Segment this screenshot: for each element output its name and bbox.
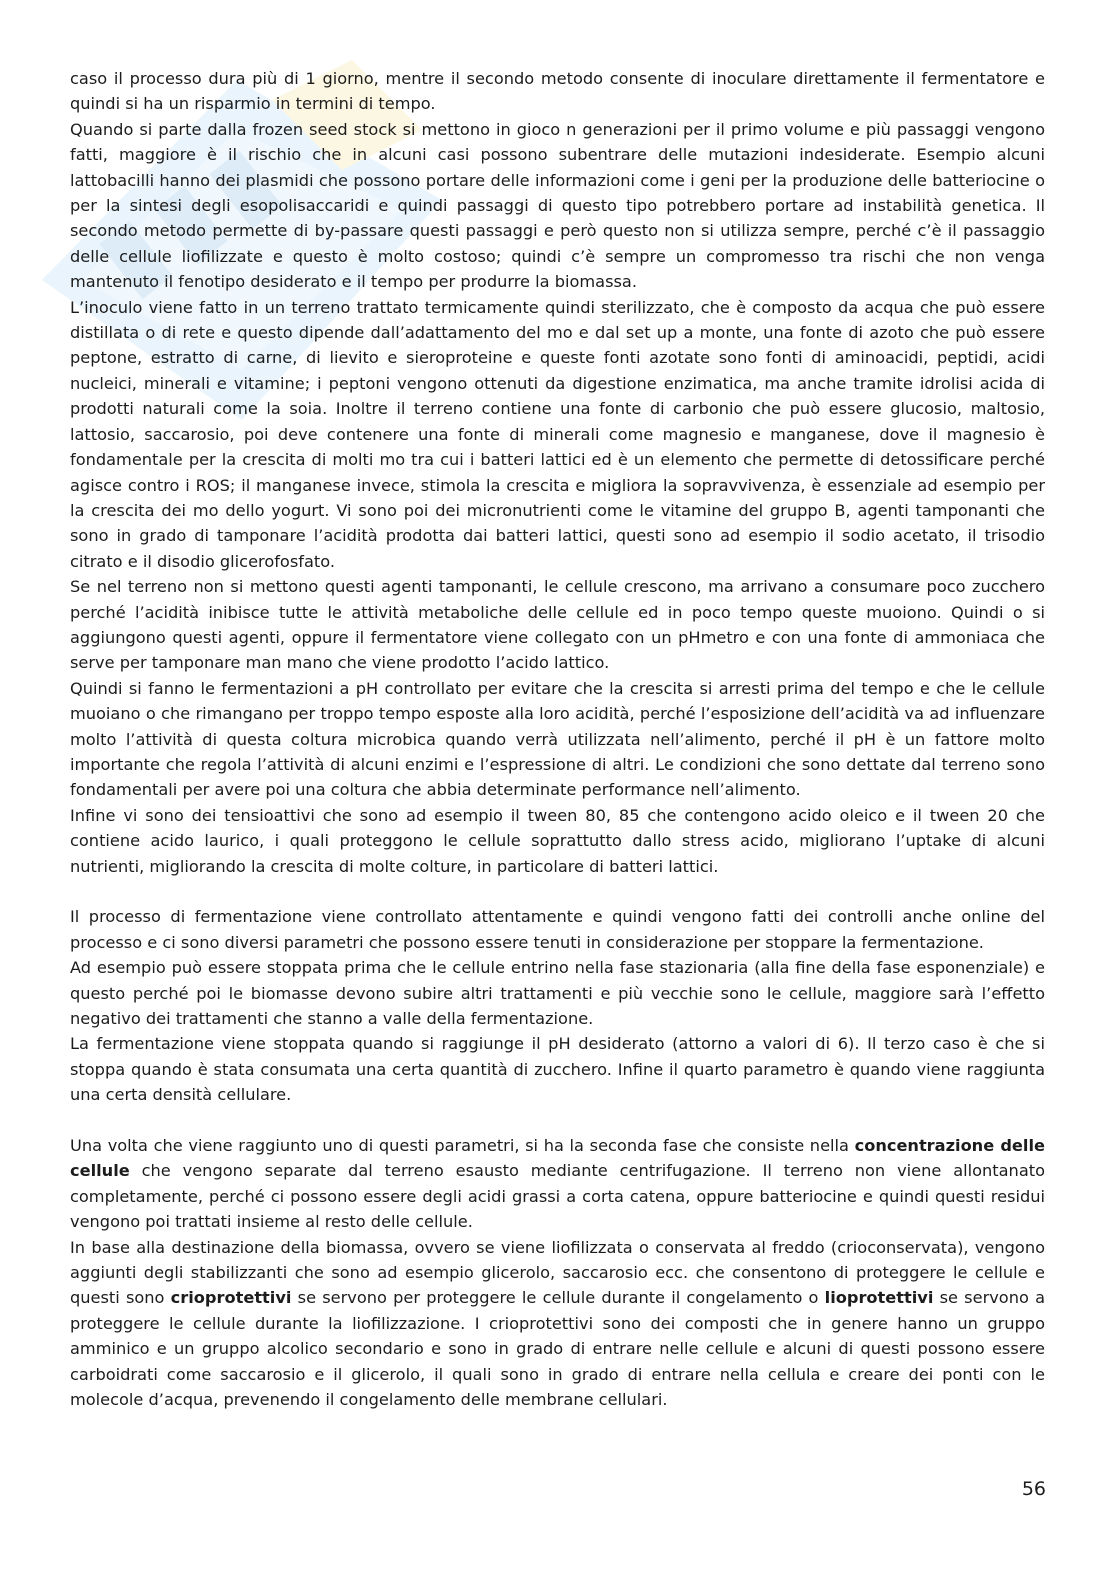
paragraph-concentration xyxy=(70,1133,1045,1235)
text-run: che vengono separate dal terreno esausto mediante centrifugazione. Il terreno non viene allontanato completamente, perché ci possono essere degli acidi grassi a corta catena, oppure batteriocine e quindi questi residui vengono poi trattati insieme al resto delle cellule. xyxy=(70,1161,1045,1232)
paragraph: La fermentazione viene stoppata quando si raggiunge il pH desiderato (attorno a valori di 6). Il terzo caso è che si stoppa quando è stata consumata una certa quantità di zucchero. Infine il quarto parametro è quando viene raggiunta una certa densità cellulare. xyxy=(70,1034,1045,1105)
paragraph: Se nel terreno non si mettono questi agenti tamponanti, le cellule crescono, ma arrivano a consumare poco zucchero perché l’acidità inibisce tutte le attività metaboliche delle cellule ed in poco tempo queste muoiono. Quindi o si aggiungono questi agenti, oppure il fermentatore viene collegato con un pHmetro e con una fonte di ammoniaca che serve per tamponare man mano che viene prodotto l’acido lattico. xyxy=(70,577,1045,673)
paragraph: Quindi si fanno le fermentazioni a pH controllato per evitare che la crescita si arresti prima del tempo e che le cellule muoiano o che rimangano per troppo tempo esposte alla loro acidità, perché l’esposizione dell’acidità va ad influenzare molto l’attività di questa coltura microbica quando verrà utilizzata nell’alimento, perché il pH è un fattore molto importante che regola l’attività di alcuni enzimi e l’espressione di altri. Le condizioni che sono dettate dal terreno sono fondamentali per avere poi una coltura che abbia determinate performance nell’alimento. xyxy=(70,678,1045,800)
paragraph-stabilizers xyxy=(70,1235,1045,1413)
paragraph: Quando si parte dalla frozen seed stock si mettono in gioco n generazioni per il primo volume e più passaggi vengono fatti, maggiore è il rischio che in alcuni casi possono subentrare delle mutazioni indesiderate. Esempio alcuni lattobacilli hanno dei plasmidi che possono portare delle informazioni come i geni per la produzione delle batteriocine o per la sintesi degli esopolisaccaridi e quindi passaggi di questo tipo potrebbero portare ad instabilità genetica. Il secondo metodo permette di by-passare questi passaggi e però questo non si utilizza sempre, perché c’è il passaggio delle cellule liofilizzate e questo è molto costoso; quindi c’è sempre un compromesso tra rischi che non venga mantenuto il fenotipo desiderato e il tempo per produrre la biomassa. xyxy=(70,119,1045,292)
text-run: se servono a proteggere le cellule durante la liofilizzazione. I crioprotettivi sono dei composti che in genere hanno un gruppo amminico e un gruppo alcolico secondario e sono in grado di entrare nelle cellule e alcuni di questi possono essere carboidrati come saccarosio e il glicerolo, il quali sono in grado di entrare nella cellula e creare dei ponti con le molecole d’acqua, prevenendo il congelamento delle membrane cellulari. xyxy=(70,1288,1045,1410)
paragraph: Il processo di fermentazione viene controllato attentamente e quindi vengono fatti dei controlli anche online del processo e ci sono diversi parametri che possono essere tenuti in considerazione per stoppare la fermentazione. xyxy=(70,907,1045,952)
paragraph: L’inoculo viene fatto in un terreno trattato termicamente quindi sterilizzato, che è composto da acqua che può essere distillata o di rete e questo dipende dall’adattamento del mo e dal set up a monte, una fonte di azoto che può essere peptone, estratto di carne, di lievito e sieroproteine e queste fonti azotate sono fonti di aminoacidi, peptidi, acidi nucleici, minerali e vitamine; i peptoni vengono ottenuti da digestione enzimatica, ma anche tramite idrolisi acida di prodotti naturali come la soia. Inoltre il terreno contiene una fonte di carbonio che può essere glucosio, maltosio, lattosio, saccarosio, poi deve contenere una fonte di minerali come magnesio e manganese, dove il magnesio è fondamentale per la crescita di molti mo tra cui i batteri lattici ed è un elemento che permette di detossificare perché agisce contro i ROS; il manganese invece, stimola la crescita e migliora la sopravvivenza, è essenziale ad esempio per la crescita dei mo dello yogurt. Vi sono poi dei micronutrienti come le vitamine del gruppo B, agenti tamponanti che sono in grado di tamponare l’acidità prodotta dai batteri lattici, questi sono ad esempio il sodio acetato, il trisodio citrato e il disodio glicerofosfato. xyxy=(70,297,1045,571)
bold-term-crioprotettivi: crioprotettivi xyxy=(170,1288,292,1308)
bold-term-concentrazione: concentrazione delle cellule xyxy=(70,1136,1045,1181)
paragraph: Ad esempio può essere stoppata prima che le cellule entrino nella fase stazionaria (alla fine della fase esponenziale) e questo perché poi le biomasse devono subire altri trattamenti e più vecchie sono le cellule, maggiore sarà l’effetto negativo dei trattamenti che stanno a valle della fermentazione. xyxy=(70,958,1045,1029)
bold-term-lioprotettivi: lioprotettivi xyxy=(824,1288,934,1308)
body-text xyxy=(70,66,1045,1413)
paragraph: caso il processo dura più di 1 giorno, mentre il secondo metodo consente di inoculare direttamente il fermentatore e quindi si ha un risparmio in termini di tempo. xyxy=(70,69,1045,114)
paragraph: Infine vi sono dei tensioattivi che sono ad esempio il tween 80, 85 che contengono acido oleico e il tween 20 che contiene acido laurico, i quali proteggono le cellule soprattutto dallo stress acido, migliorano l’uptake di alcuni nutrienti, migliorando la crescita di molte colture, in particolare di batteri lattici. xyxy=(70,805,1045,876)
page-number: 56 xyxy=(1021,1478,1046,1500)
text-run: In base alla destinazione della biomassa, ovvero se viene liofilizzata o conservata al freddo (crioconservata), vengono aggiunti degli stabilizzanti che sono ad esempio glicerolo, saccarosio ecc. che consentono di proteggere le cellule e questi sono xyxy=(70,1237,1045,1308)
text-run: se servono per proteggere le cellule durante il congelamento o xyxy=(291,1288,825,1308)
text-run: Una volta che viene raggiunto uno di questi parametri, si ha la seconda fase che consiste nella xyxy=(70,1136,855,1156)
